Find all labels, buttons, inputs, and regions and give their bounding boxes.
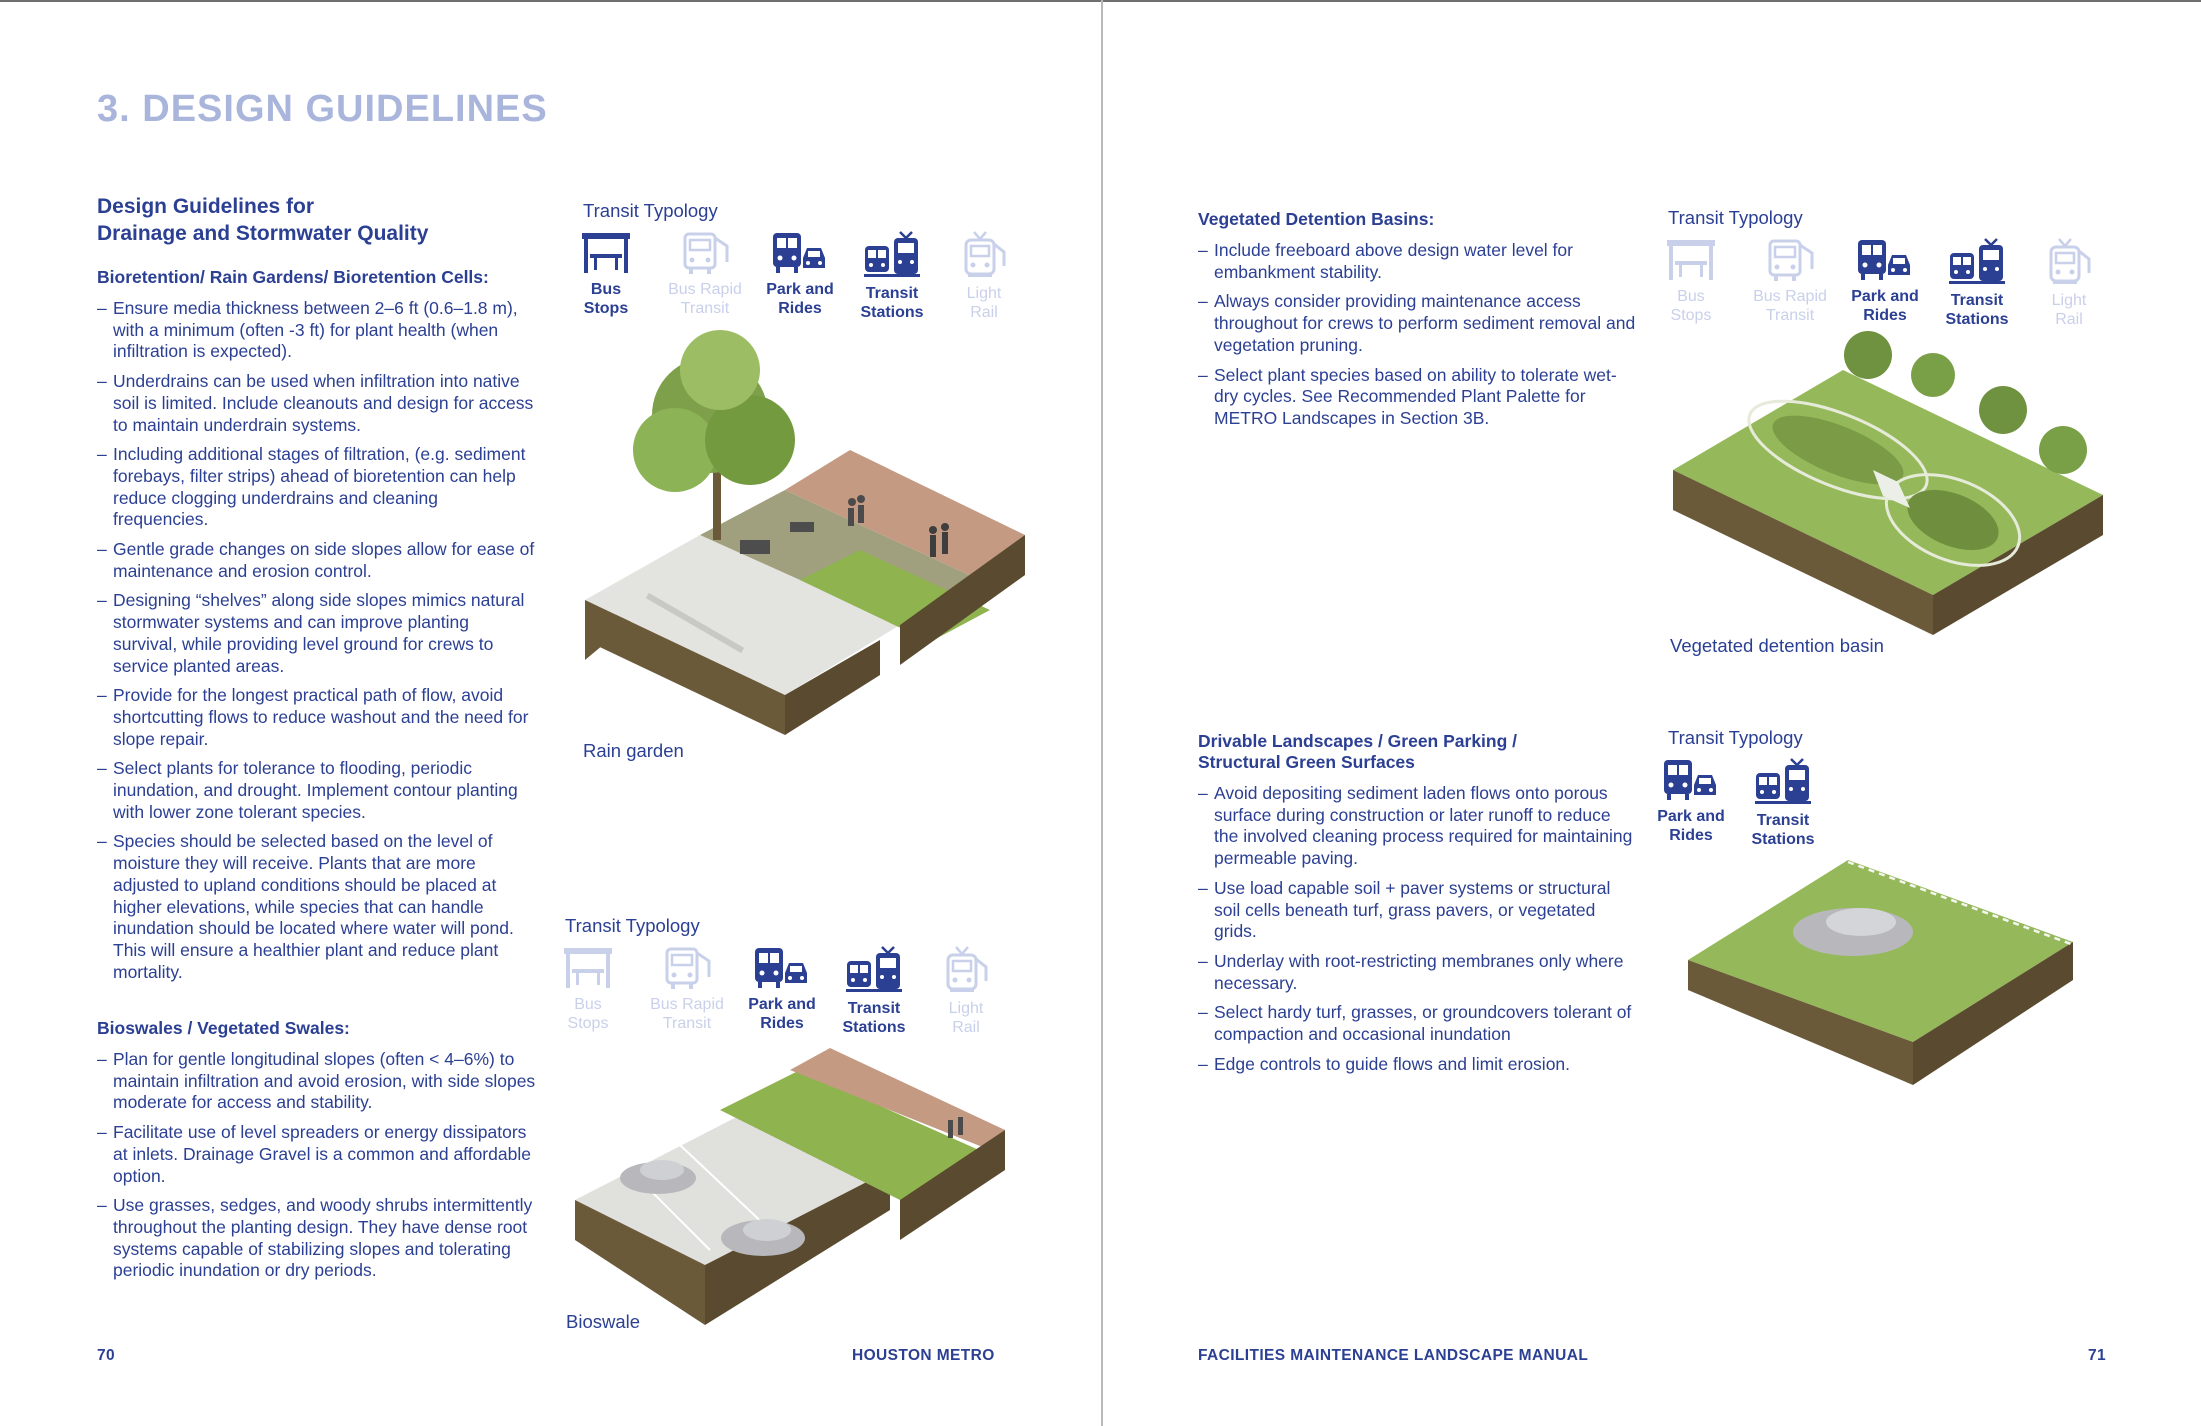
list-item: – Use grasses, sedges, and woody shrubs intermittently throughout the planting design. They have dense root systems capable of stabilizing slopes and tolerating periodic inundation or dry periods. — [97, 1195, 537, 1282]
typology-label: Transit Typology — [565, 915, 700, 936]
light-rail-icon — [921, 945, 1011, 995]
list-item: – Gentle grade changes on side slopes allow for ease of maintenance and erosion control. — [97, 539, 537, 582]
light-rail-icon — [2024, 237, 2114, 287]
bioretention-heading: Bioretention/ Rain Gardens/ Bioretention Cells: — [97, 267, 489, 287]
mode-bus: Bus Stops — [543, 945, 633, 1033]
mode-station: Transit Stations — [829, 945, 919, 1037]
list-item: – Including additional stages of filtration, (e.g. sediment forebays, filter strips) ahead of bioretention can help reduce clogging underdrains and cleaning frequencies. — [97, 444, 537, 531]
park-and-ride-icon — [1840, 237, 1930, 283]
list-item: – Select plants for tolerance to flooding, periodic inundation, and drought. Implement contour planting with lower zone tolerant species. — [97, 758, 537, 823]
section-title — [97, 193, 557, 247]
page-number-right: 71 — [2088, 1347, 2107, 1364]
drivable-heading-line1: Drivable Landscapes / Green Parking / — [1198, 731, 1518, 751]
list-item: – Designing “shelves” along side slopes mimics natural stormwater systems and can improve planting survival, while providing level ground for crews to service planted areas. — [97, 590, 537, 677]
running-head-right: FACILITIES MAINTENANCE LANDSCAPE MANUAL — [1198, 1347, 1589, 1364]
bus-shelter-icon — [1646, 237, 1736, 283]
mode-rail: Light Rail — [939, 230, 1029, 322]
transit-station-icon — [829, 945, 919, 995]
bioretention-section — [97, 267, 537, 991]
typology-label: Transit Typology — [583, 200, 718, 221]
light-rail-icon — [939, 230, 1029, 280]
page-number-left: 70 — [97, 1347, 116, 1364]
mode-brt: Bus Rapid Transit — [1745, 237, 1835, 325]
typology-detention — [1668, 207, 2087, 328]
typology-label: Transit Typology — [1668, 207, 1803, 228]
list-item: – Include freeboard above design water level for embankment stability. — [1198, 240, 1638, 283]
mode-brt: Bus Rapid Transit — [642, 945, 732, 1033]
mode-park: Park and Rides — [755, 230, 845, 318]
mode-station: Transit Stations — [1738, 757, 1828, 849]
transit-station-icon — [1932, 237, 2022, 287]
typology-rain-garden — [583, 200, 1002, 321]
running-head-left: HOUSTON METRO — [852, 1347, 995, 1364]
bus-rapid-transit-icon — [660, 230, 750, 276]
list-item: – Edge controls to guide flows and limit erosion. — [1198, 1054, 1638, 1076]
section-title-line2: Drainage and Stormwater Quality — [97, 222, 429, 245]
detention-basin-illustration — [1668, 330, 2108, 640]
transit-station-icon — [1738, 757, 1828, 807]
mode-bus: Bus Stops — [1646, 237, 1736, 325]
page-gutter — [1101, 0, 1103, 1426]
section-title-line1: Design Guidelines for — [97, 195, 315, 218]
list-item: – Select plant species based on ability to tolerate wet-dry cycles. See Recommended Plant Palette for METRO Landscapes in Section 3B. — [1198, 365, 1638, 430]
detention-list — [1198, 240, 1638, 430]
bioswales-list — [97, 1049, 537, 1282]
bus-shelter-icon — [561, 230, 651, 276]
bus-rapid-transit-icon — [1745, 237, 1835, 283]
list-item: – Ensure media thickness between 2–6 ft (0.6–1.8 m), with a minimum (often -3 ft) for plant health (when infiltration is expected). — [97, 298, 537, 363]
list-item: – Facilitate use of level spreaders or energy dissipators at inlets. Drainage Gravel is a common and affordable option. — [97, 1122, 537, 1187]
list-item: – Species should be selected based on the level of moisture they will receive. Plants that are more adjusted to upland conditions should be placed at higher elevations, while species that can handle inundation should be located where water will pond. This will ensure a healthier plant and reduce plant mortality. — [97, 831, 537, 983]
bioswales-section — [97, 1018, 537, 1290]
bioswales-heading: Bioswales / Vegetated Swales: — [97, 1018, 350, 1038]
transit-station-icon — [847, 230, 937, 280]
drivable-list — [1198, 783, 1638, 1075]
list-item: – Provide for the longest practical path of flow, avoid shortcutting flows to reduce washout and the need for slope repair. — [97, 685, 537, 750]
drivable-section — [1198, 731, 1638, 1083]
chapter-title: 3. DESIGN GUIDELINES — [97, 88, 548, 130]
list-item: – Plan for gentle longitudinal slopes (often < 4–6%) to maintain infiltration and avoid erosion, with side slopes moderate for access and stability. — [97, 1049, 537, 1114]
mode-station: Transit Stations — [847, 230, 937, 322]
bioretention-list — [97, 298, 537, 983]
mode-bus: Bus Stops — [561, 230, 651, 318]
park-and-ride-icon — [737, 945, 827, 991]
mode-station: Transit Stations — [1932, 237, 2022, 329]
mode-rail: Light Rail — [2024, 237, 2114, 329]
mode-park: Park and Rides — [1646, 757, 1736, 845]
drivable-heading-line2: Structural Green Surfaces — [1198, 752, 1415, 772]
list-item: – Always consider providing maintenance access throughout for crews to perform sediment removal and vegetation pruning. — [1198, 291, 1638, 356]
park-and-ride-icon — [755, 230, 845, 276]
green-parking-illustration — [1683, 850, 2083, 1090]
caption-bioswale: Bioswale — [566, 1311, 641, 1332]
caption-rain-garden: Rain garden — [583, 740, 684, 761]
caption-detention: Vegetated detention basin — [1670, 635, 1884, 656]
list-item: – Avoid depositing sediment laden flows onto porous surface during construction or later runoff to reduce the involved cleaning process required for maintaining permeable paving. — [1198, 783, 1638, 870]
list-item: – Underdrains can be used when infiltration into native soil is limited. Include cleanouts and design for access to maintain underdrain systems. — [97, 371, 537, 436]
mode-brt: Bus Rapid Transit — [660, 230, 750, 318]
typology-drivable — [1657, 727, 1815, 848]
park-and-ride-icon — [1646, 757, 1736, 803]
list-item: – Use load capable soil + paver systems or structural soil cells beneath turf, grass pavers, or vegetated grids. — [1198, 878, 1638, 943]
detention-section — [1198, 209, 1638, 438]
list-item: – Underlay with root-restricting membranes only where necessary. — [1198, 951, 1638, 994]
detention-heading: Vegetated Detention Basins: — [1198, 209, 1435, 229]
bioswale-illustration — [570, 1060, 1010, 1335]
bus-shelter-icon — [543, 945, 633, 991]
mode-park: Park and Rides — [1840, 237, 1930, 325]
typology-bioswale — [565, 915, 984, 1036]
mode-park: Park and Rides — [737, 945, 827, 1033]
bus-rapid-transit-icon — [642, 945, 732, 991]
list-item: – Select hardy turf, grasses, or groundcovers tolerant of compaction and occasional inundation — [1198, 1002, 1638, 1045]
mode-rail: Light Rail — [921, 945, 1011, 1037]
typology-label: Transit Typology — [1668, 727, 1803, 748]
rain-garden-illustration — [580, 310, 1030, 730]
